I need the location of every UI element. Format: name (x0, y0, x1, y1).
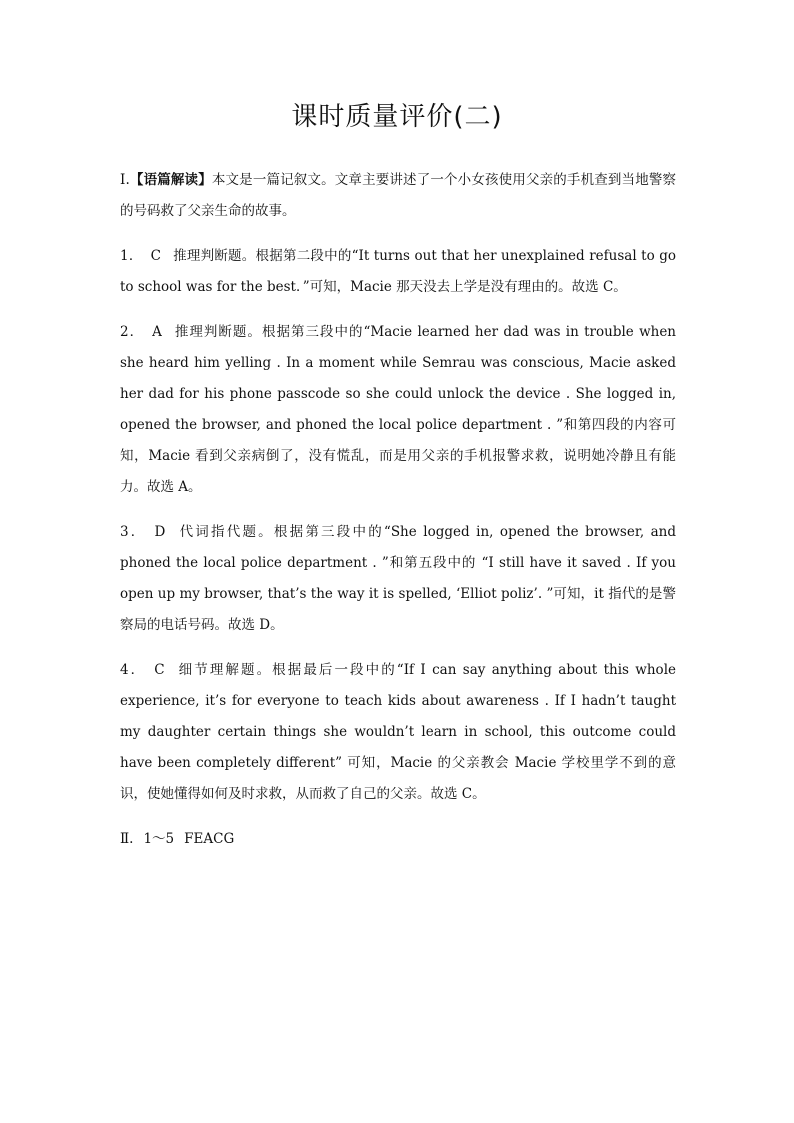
item-explanation: 推理判断题。根据第二段中的“It turns out that her unexplained refusal to go to school was for the best．”可知，Macie 那天没去上学是没有理由的。故选 C。 (120, 248, 677, 295)
item-number: 2． (120, 324, 145, 340)
item-answer: C (154, 662, 165, 678)
section-2-range: 1～5 (143, 831, 175, 847)
item-explanation: 细节理解题。根据最后一段中的“If I can say anything about this whole experience, it’s for everyone to teach kids about awareness . If I hadn’t taught my daughter certain things she wouldn’t learn in school, this outcome could have been completely different” 可知，Macie 的父亲教会 Macie 学校里学不到的意识，使她懂得如何及时求救，从而救了自己的父亲。故选 C。 (120, 662, 676, 802)
section-2-answers (120, 824, 676, 855)
section-1-marker: Ⅰ. (120, 172, 130, 188)
answer-item (120, 241, 676, 303)
item-answer: D (154, 524, 166, 540)
page-title: 课时质量评价(二) (291, 102, 503, 132)
reading-analysis-text: 本文是一篇记叙文。文章主要讲述了一个小女孩使用父亲的手机查到当地警察的号码救了父亲生命的故事。 (120, 172, 677, 219)
answer-content (120, 165, 676, 855)
section-2-answer-key: FEACG (184, 831, 235, 847)
section-2-marker: Ⅱ. (120, 831, 134, 847)
reading-analysis-label: 【语篇解读】 (129, 172, 212, 188)
answer-item (120, 517, 676, 641)
answer-item (120, 317, 676, 503)
item-explanation: 代词指代题。根据第三段中的“She logged in, opened the browser, and phoned the local police department . ”和第五段中的 “I still have it saved . If you open up my browser, that’s the way it is spelled, ‘Elliot poliz’. ”可知，it 指代的是警察局的电话号码。故选 D。 (120, 524, 677, 633)
item-number: 4． (120, 662, 147, 678)
item-explanation: 推理判断题。根据第三段中的“Macie learned her dad was in trouble when she heard him yelling . In a moment while Semrau was conscious, Macie asked her dad for his phone passcode so she could unlock the device . She logged in, opened the browser, and phoned the local police department . ”和第四段的内容可知，Macie 看到父亲病倒了，没有慌乱，而是用父亲的手机报警求救，说明她冷静且有能力。故选 A。 (120, 324, 676, 495)
section-1-intro (120, 165, 676, 227)
item-number: 1． (120, 248, 143, 264)
answer-item (120, 655, 676, 810)
item-number: 3． (120, 524, 147, 540)
item-answer: C (150, 248, 161, 264)
item-answer: A (152, 324, 162, 340)
